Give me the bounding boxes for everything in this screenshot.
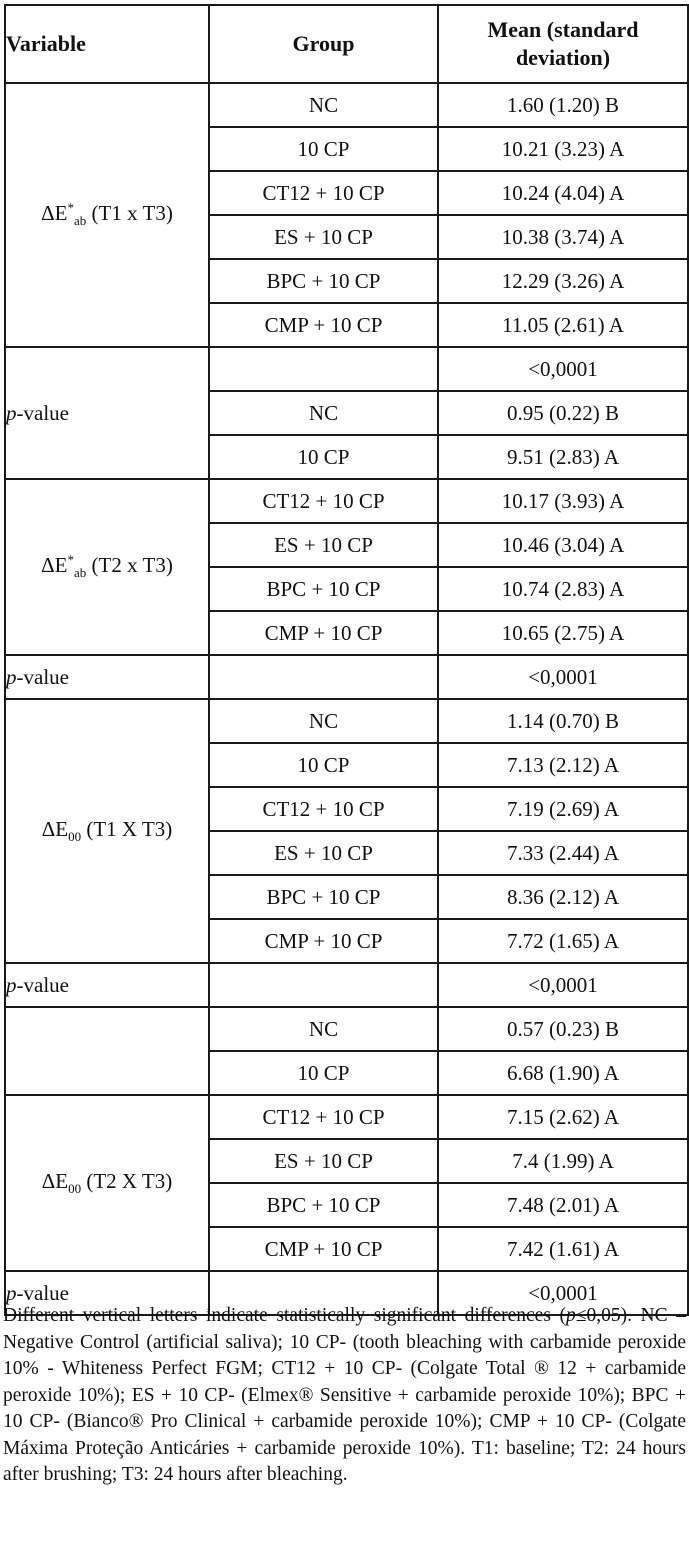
mean-cell: 7.13 (2.12) A: [438, 743, 688, 787]
group-cell: NC: [209, 699, 438, 743]
mean-cell: 7.72 (1.65) A: [438, 919, 688, 963]
group-cell: [209, 655, 438, 699]
p-value-cell: <0,0001: [438, 1271, 688, 1315]
table-row: [5, 1095, 688, 1139]
group-cell: [209, 347, 438, 391]
mean-cell: 0.95 (0.22) B: [438, 391, 688, 435]
variable-delta-e00-t2-t3: $\Delta E_{00}$ (T2 X T3): [5, 1095, 209, 1271]
footnote-p: p: [566, 1305, 576, 1326]
variable-empty-cell: [5, 1007, 209, 1095]
table-row: [5, 963, 688, 1007]
group-cell: CMP + 10 CP: [209, 611, 438, 655]
mean-cell: 12.29 (3.26) A: [438, 259, 688, 303]
mean-cell: 7.48 (2.01) A: [438, 1183, 688, 1227]
table-footnote: [3, 1303, 686, 1489]
group-cell: ES + 10 CP: [209, 1139, 438, 1183]
mean-cell: 0.57 (0.23) B: [438, 1007, 688, 1051]
mean-cell: 7.19 (2.69) A: [438, 787, 688, 831]
group-cell: BPC + 10 CP: [209, 259, 438, 303]
mean-cell: 10.24 (4.04) A: [438, 171, 688, 215]
group-cell: 10 CP: [209, 1051, 438, 1095]
mean-cell: 10.74 (2.83) A: [438, 567, 688, 611]
header-group: Group: [209, 5, 438, 83]
header-variable: Variable: [5, 5, 209, 83]
group-cell: 10 CP: [209, 743, 438, 787]
group-cell: CT12 + 10 CP: [209, 479, 438, 523]
group-cell: BPC + 10 CP: [209, 567, 438, 611]
group-cell: BPC + 10 CP: [209, 875, 438, 919]
table-row: [5, 655, 688, 699]
table-row: [5, 347, 688, 391]
mean-cell: 7.33 (2.44) A: [438, 831, 688, 875]
variable-delta-eab-t1-t3: $\Delta E^*_{ab}$ (T1 x T3): [5, 83, 209, 347]
table-row: [5, 1007, 688, 1051]
p-value-label: p-value: [5, 963, 209, 1007]
header-row: [5, 5, 688, 83]
mean-cell: 10.38 (3.74) A: [438, 215, 688, 259]
mean-cell: 1.60 (1.20) B: [438, 83, 688, 127]
mean-cell: 10.21 (3.23) A: [438, 127, 688, 171]
mean-cell: 10.65 (2.75) A: [438, 611, 688, 655]
header-mean-line2: deviation): [515, 45, 611, 70]
group-cell: ES + 10 CP: [209, 215, 438, 259]
p-value-cell: <0,0001: [438, 963, 688, 1007]
table-row: [5, 699, 688, 743]
p-value-label: p-value: [5, 1271, 209, 1315]
mean-cell: 10.46 (3.04) A: [438, 523, 688, 567]
group-cell: CT12 + 10 CP: [209, 1095, 438, 1139]
p-value-cell: <0,0001: [438, 347, 688, 391]
header-mean: [438, 5, 688, 83]
mean-cell: 8.36 (2.12) A: [438, 875, 688, 919]
p-value-label: p-value: [5, 347, 209, 479]
table-row: [5, 83, 688, 127]
group-cell: ES + 10 CP: [209, 831, 438, 875]
group-cell: [209, 963, 438, 1007]
group-cell: 10 CP: [209, 127, 438, 171]
table-row: [5, 479, 688, 523]
group-cell: CMP + 10 CP: [209, 1227, 438, 1271]
mean-cell: 11.05 (2.61) A: [438, 303, 688, 347]
mean-cell: 7.42 (1.61) A: [438, 1227, 688, 1271]
footnote-part2: ≤0,05). NC – Negative Control (artificial saliva); 10 CP- (tooth bleaching with carbamide peroxide 10% - Whiteness Perfect FGM; CT12 + 10 CP- (Colgate Total ® 12 + carbamide peroxide 10%); ES + 10 CP- (Elmex® Sensitive + carbamide peroxide 10%); BPC + 10 CP- (Bianco® Pro Clinical + carbamide peroxide 10%); CMP + 10 CP- (Colgate Máxima Proteção Anticáries + carbamide peroxide 10%). T1: baseline; T2: 24 hours after brushing; T3: 24 hours after bleaching.: [3, 1305, 686, 1485]
group-cell: CMP + 10 CP: [209, 303, 438, 347]
results-table: [4, 4, 689, 1316]
header-mean-line1: Mean (standard: [487, 17, 639, 42]
group-cell: CMP + 10 CP: [209, 919, 438, 963]
p-value-cell: <0,0001: [438, 655, 688, 699]
footnote-part1: Different vertical letters indicate statistically significant differences (: [3, 1305, 567, 1326]
mean-cell: 6.68 (1.90) A: [438, 1051, 688, 1095]
mean-cell: 7.4 (1.99) A: [438, 1139, 688, 1183]
mean-cell: 1.14 (0.70) B: [438, 699, 688, 743]
mean-cell: 7.15 (2.62) A: [438, 1095, 688, 1139]
mean-cell: 10.17 (3.93) A: [438, 479, 688, 523]
group-cell: 10 CP: [209, 435, 438, 479]
variable-delta-e00-t1-t3: $\Delta E_{00}$ (T1 X T3): [5, 699, 209, 963]
group-cell: BPC + 10 CP: [209, 1183, 438, 1227]
group-cell: ES + 10 CP: [209, 523, 438, 567]
group-cell: NC: [209, 1007, 438, 1051]
mean-cell: 9.51 (2.83) A: [438, 435, 688, 479]
p-value-label: p-value: [5, 655, 209, 699]
variable-delta-eab-t2-t3: $\Delta E^*_{ab}$ (T2 x T3): [5, 479, 209, 655]
group-cell: NC: [209, 391, 438, 435]
group-cell: NC: [209, 83, 438, 127]
group-cell: CT12 + 10 CP: [209, 787, 438, 831]
group-cell: CT12 + 10 CP: [209, 171, 438, 215]
